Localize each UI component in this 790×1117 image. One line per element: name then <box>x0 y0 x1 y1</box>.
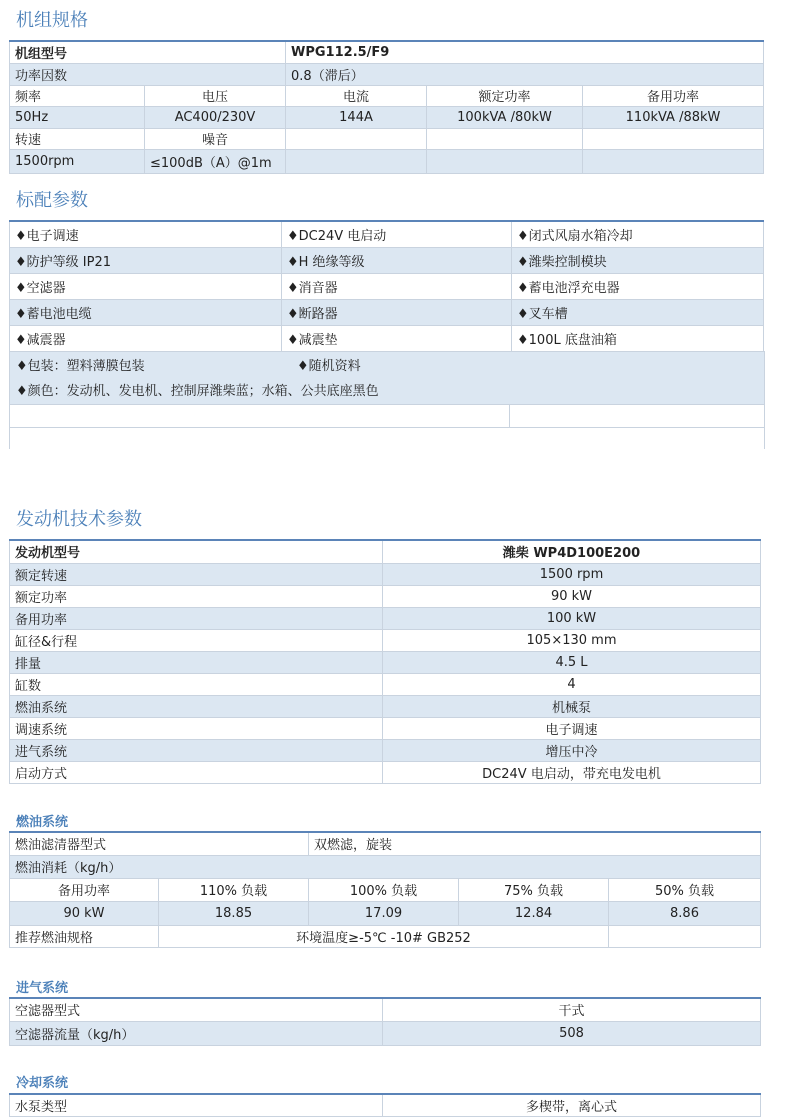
std-item: ♦DC24V 电启动 <box>282 221 512 247</box>
air-filter-type-value: 干式 <box>383 998 761 1021</box>
noise-value: ≤100dB（A）@1m <box>145 149 286 173</box>
engine-param-label: 额定功率 <box>10 585 383 607</box>
fuel-filter-value: 双燃滤，旋装 <box>309 832 761 855</box>
engine-param-label: 缸数 <box>10 673 383 695</box>
fuel-header: 100% 负载 <box>309 878 459 901</box>
engine-heading: 发动机技术参数 <box>16 509 142 530</box>
spec-value-current: 144A <box>286 106 427 128</box>
std-item: ♦电子调速 <box>10 221 282 247</box>
docs-text: ♦随机资料 <box>297 359 361 374</box>
fuel-heading: 燃油系统 <box>16 815 69 830</box>
std-item: ♦100L 底盘油箱 <box>512 325 764 351</box>
engine-param-value: 90 kW <box>383 585 761 607</box>
engine-param-label: 进气系统 <box>10 739 383 761</box>
std-item: ♦减震器 <box>10 325 282 351</box>
engine-param-label: 额定转速 <box>10 563 383 585</box>
fuel-table <box>9 831 761 948</box>
spec-header-rated-power: 额定功率 <box>427 85 583 106</box>
empty-row <box>9 427 765 449</box>
engine-param-value: 4.5 L <box>383 651 761 673</box>
engine-param-value: 增压中冷 <box>383 739 761 761</box>
engine-model-value: 潍柴 WP4D100E200 <box>383 540 761 563</box>
intake-table <box>9 997 761 1046</box>
engine-param-label: 备用功率 <box>10 607 383 629</box>
power-factor-value: 0.8（滞后） <box>286 63 764 85</box>
engine-param-label: 缸径&行程 <box>10 629 383 651</box>
engine-param-value: 100 kW <box>383 607 761 629</box>
engine-param-label: 燃油系统 <box>10 695 383 717</box>
unit-model-label: 机组型号 <box>10 41 286 63</box>
packing-text: ♦包装：塑料薄膜包装 <box>16 359 145 374</box>
std-item: ♦闭式风扇水箱冷却 <box>512 221 764 247</box>
spec-header-standby-power: 备用功率 <box>583 85 764 106</box>
standard-extras <box>9 351 765 405</box>
engine-param-value: 机械泵 <box>383 695 761 717</box>
fuel-consumption-label: 燃油消耗（kg/h） <box>10 855 761 878</box>
std-item: ♦防护等级 IP21 <box>10 247 282 273</box>
engine-param-label: 调速系统 <box>10 717 383 739</box>
engine-param-value: 1500 rpm <box>383 563 761 585</box>
std-item: ♦叉车槽 <box>512 299 764 325</box>
fuel-spec-value: 环境温度≥-5℃ -10# GB252 <box>159 925 609 947</box>
air-filter-flow-label: 空滤器流量（kg/h） <box>10 1021 383 1045</box>
std-item: ♦断路器 <box>282 299 512 325</box>
cooling-table <box>9 1093 761 1117</box>
fuel-value: 12.84 <box>459 901 609 925</box>
std-item: ♦蓄电池浮充电器 <box>512 273 764 299</box>
unit-spec-table <box>9 40 764 174</box>
unit-spec-heading: 机组规格 <box>16 10 88 31</box>
engine-param-value: 105×130 mm <box>383 629 761 651</box>
unit-model-value: WPG112.5/F9 <box>286 41 764 63</box>
std-item: ♦潍柴控制模块 <box>512 247 764 273</box>
fuel-header: 75% 负载 <box>459 878 609 901</box>
fuel-filter-label: 燃油滤清器型式 <box>10 832 309 855</box>
engine-param-value: 4 <box>383 673 761 695</box>
std-item: ♦蓄电池电缆 <box>10 299 282 325</box>
empty-row <box>9 404 511 428</box>
noise-label: 噪音 <box>145 128 286 149</box>
spec-header-frequency: 频率 <box>10 85 145 106</box>
cooling-heading: 冷却系统 <box>16 1076 69 1091</box>
std-item: ♦减震垫 <box>282 325 512 351</box>
air-filter-type-label: 空滤器型式 <box>10 998 383 1021</box>
standard-table <box>9 220 764 352</box>
std-item: ♦空滤器 <box>10 273 282 299</box>
fuel-spec-label: 推荐燃油规格 <box>10 925 159 947</box>
empty-row <box>509 404 765 428</box>
engine-param-value: DC24V 电启动，带充电发电机 <box>383 761 761 783</box>
spec-header-voltage: 电压 <box>145 85 286 106</box>
color-text: ♦颜色：发动机、发电机、控制屏潍柴蓝；水箱、公共底座黑色 <box>16 384 379 399</box>
water-pump-label: 水泵类型 <box>10 1094 383 1116</box>
fuel-value: 17.09 <box>309 901 459 925</box>
water-pump-value: 多楔带，离心式 <box>383 1094 761 1116</box>
fuel-value: 8.86 <box>609 901 761 925</box>
spec-value-frequency: 50Hz <box>10 106 145 128</box>
power-factor-label: 功率因数 <box>10 63 286 85</box>
engine-model-label: 发动机型号 <box>10 540 383 563</box>
spec-header-current: 电流 <box>286 85 427 106</box>
engine-param-label: 排量 <box>10 651 383 673</box>
fuel-value: 90 kW <box>10 901 159 925</box>
fuel-header: 50% 负载 <box>609 878 761 901</box>
std-item: ♦消音器 <box>282 273 512 299</box>
fuel-header: 110% 负载 <box>159 878 309 901</box>
engine-param-label: 启动方式 <box>10 761 383 783</box>
fuel-header: 备用功率 <box>10 878 159 901</box>
speed-label: 转速 <box>10 128 145 149</box>
speed-value: 1500rpm <box>10 149 145 173</box>
spec-value-standby-power: 110kVA /88kW <box>583 106 764 128</box>
standard-heading: 标配参数 <box>16 190 88 211</box>
std-item: ♦H 绝缘等级 <box>282 247 512 273</box>
intake-heading: 进气系统 <box>16 981 69 996</box>
spec-value-rated-power: 100kVA /80kW <box>427 106 583 128</box>
air-filter-flow-value: 508 <box>383 1021 761 1045</box>
spec-value-voltage: AC400/230V <box>145 106 286 128</box>
engine-table <box>9 539 761 784</box>
fuel-value: 18.85 <box>159 901 309 925</box>
engine-param-value: 电子调速 <box>383 717 761 739</box>
